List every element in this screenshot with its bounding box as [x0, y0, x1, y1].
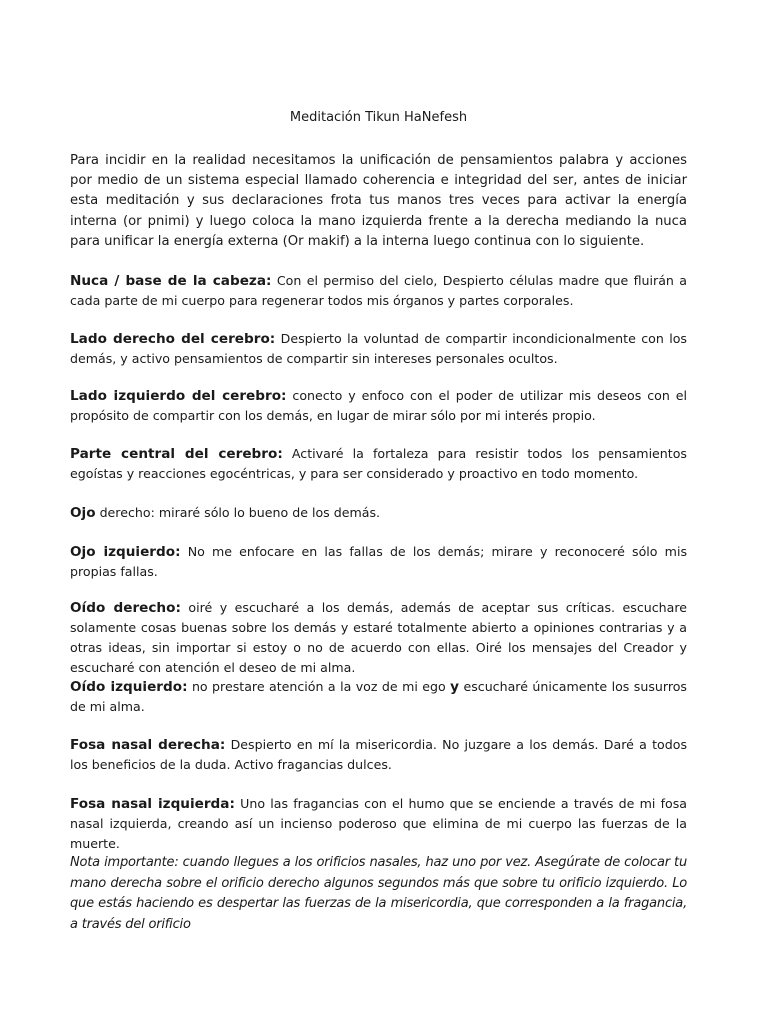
section-heading: Oído izquierdo: — [70, 679, 188, 695]
section-ojo-izquierdo — [70, 542, 687, 582]
section-text: Despierto la voluntad de compartir incondicionalmente con los demás, y activo pensamientos de compartir sin intereses personales ocultos. — [70, 331, 687, 366]
intro-paragraph: Para incidir en la realidad necesitamos la unificación de pensamientos palabra y acciones por medio de un sistema especial llamado coherencia e integridad del ser, antes de iniciar esta meditación y sus declaraciones frota tus manos tres veces para activar la energía interna (or pnimi) y luego coloca la mano izquierda frente a la derecha mediando la nuca para unificar la energía externa (Or makif) a la interna luego continua con lo siguiente. — [70, 153, 687, 249]
section-heading: Parte central del cerebro: — [70, 446, 283, 462]
section-text: Activaré la fortaleza para resistir todos los pensamientos egoístas y reacciones egocéntricas, y para ser considerado y proactivo en todo momento. — [70, 446, 687, 481]
section-text: Uno las fragancias con el humo que se enciende a través de mi fosa nasal izquierda, creando así un incienso poderoso que elimina de mi cuerpo las fuerzas de la muerte. — [70, 796, 687, 851]
section-heading: Lado izquierdo del cerebro: — [70, 388, 287, 404]
section-lado-derecho-cerebro — [70, 329, 687, 369]
section-heading: Fosa nasal izquierda: — [70, 796, 235, 812]
section-heading: Fosa nasal derecha: — [70, 737, 226, 753]
section-text: derecho: miraré sólo lo bueno de los demás. — [95, 505, 381, 520]
section-text: oiré y escucharé a los demás, además de aceptar sus críticas. escuchare solamente cosas buenas sobre los demás y estaré totalmente abierto a opiniones contrarias y a otras ideas, sin importar si estoy o no de acuerdo con ellas. Oiré los mensajes del Creador y escucharé con atención el deseo de mi alma. — [70, 600, 687, 675]
section-nuca — [70, 271, 687, 311]
section-ojo-derecho — [70, 503, 687, 523]
section-heading: Oído derecho: — [70, 600, 181, 616]
document-title: Meditación Tikun HaNefesh — [289, 110, 468, 125]
section-inline-bold: y — [450, 679, 460, 695]
section-heading: Nuca / base de la cabeza: — [70, 273, 272, 289]
section-oido-izquierdo — [70, 677, 687, 717]
section-text-after: escucharé únicamente los susurros de mi alma. — [70, 679, 687, 714]
section-heading: Lado derecho del cerebro: — [70, 331, 276, 347]
section-text: No me enfocare en las fallas de los demás; mirare y reconoceré sólo mis propias fallas. — [70, 544, 688, 579]
document-page — [70, 0, 687, 1024]
section-heading: Ojo izquierdo: — [70, 544, 181, 560]
section-fosa-nasal-izquierda — [70, 794, 687, 854]
section-fosa-nasal-derecha — [70, 735, 687, 775]
section-parte-central-cerebro — [70, 444, 687, 484]
section-text-before: no prestare atención a la voz de mi ego — [187, 679, 451, 694]
section-lado-izquierdo-cerebro — [70, 386, 687, 426]
section-oido-derecho — [70, 598, 687, 678]
section-text: conecto y enfoco con el poder de utilizar mis deseos con el propósito de compartir con los demás, en lugar de mirar sólo por mi interés propio. — [70, 388, 687, 423]
important-note: Nota importante: cuando llegues a los orificios nasales, haz uno por vez. Asegúrate de colocar tu mano derecha sobre el orificio derecho algunos segundos más que sobre tu orificio izquierdo. Lo que estás haciendo es despertar las fuerzas de la misericordia, que corresponden a la fragancia, a través del orificio — [70, 855, 687, 932]
section-text: Con el permiso del cielo, Despierto células madre que fluirán a cada parte de mi cuerpo para regenerar todos mis órganos y partes corporales. — [70, 273, 687, 308]
section-text: Despierto en mí la misericordia. No juzgare a los demás. Daré a todos los beneficios de la duda. Activo fragancias dulces. — [70, 737, 688, 772]
section-heading: Ojo — [70, 505, 96, 521]
